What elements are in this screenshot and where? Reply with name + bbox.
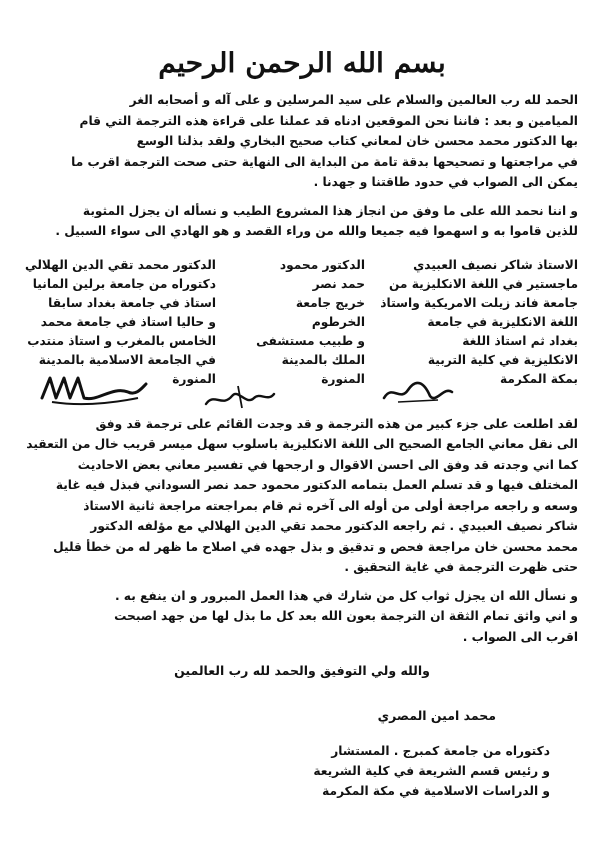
text-line: و اني واثق تمام الثقة ان الترجمة بعون الله بعد كل ما بذل لها من جهد اصبحت [114, 609, 578, 623]
text-line: الميامين و بعد : فاننا نحن الموقعين ادناه قد عملنا على قراءة هذه الترجمة التي قام [79, 113, 578, 128]
signatory-line: المنورة [172, 371, 216, 386]
prayer-paragraph [26, 586, 578, 648]
signatory-column [380, 256, 578, 396]
signature-nasr [198, 382, 278, 412]
text-line: في مراجعتها و تصحيحها بدقة تامة من البداية الى النهاية حتى صحت الترجمة اقرب ما [71, 154, 578, 169]
signatory-column [247, 256, 365, 396]
text-line: وسعه و راجعه مراجعة أولى من أوله الى آخره ثم قام بمراجعته مراجعة ثانية الاستاذ [83, 498, 578, 513]
credential-line: دكتوراه من جامعة كمبرج . المستشار [331, 744, 550, 758]
text-line: و نسأل الله ان يجزل ثواب كل من شارك في هذا العمل المبرور و ان ينفع به . [114, 588, 578, 603]
signatory-line: و حاليا استاذ في جامعة محمد [40, 314, 216, 329]
signatory-line: بمكة المكرمة [500, 371, 578, 386]
signatory-line: دكتوراه من جامعة برلين المانيا [32, 276, 216, 291]
signatory-line: الاستاذ شاكر نصيف العبيدي [413, 257, 578, 272]
signatory-line: حمد نصر [312, 276, 365, 291]
review-paragraph [26, 414, 578, 578]
text-line: شاكر نصيف العبيدي . ثم راجعه الدكتور محمد تقي الدين الهلالي مع مؤلفه الدكتور [90, 519, 578, 533]
signatory-line: المنورة [321, 371, 365, 386]
signatory-line: الدكتور محمود [279, 257, 365, 272]
closing-line: والله ولي التوفيق والحمد لله رب العالمين [174, 663, 430, 678]
text-line: للذين قاموا به و اسهموا فيه جميعا والله من وراء القصد و هو الهادي الى سواء السبيل . [55, 224, 578, 238]
signature-ubaidi [378, 378, 458, 408]
signatory-line: الانكليزية في كلية التربية [427, 352, 578, 367]
text-line: المختلف فيها و قد تسلم العمل بتمامه الدكتور محمود حمد نصر السوداني فبذل فيه غاية [55, 478, 578, 492]
signatory-line: ماجستير في اللغة الانكليزية من [388, 276, 578, 291]
text-line: و اننا نحمد الله على ما وفق من انجاز هذا المشروع الطيب و نسأله ان يجزل المثوبة [82, 203, 578, 218]
signature-hilali [38, 372, 148, 408]
text-line: الحمد لله رب العالمين والسلام على سيد المرسلين و على آله و أصحابه الغر [129, 93, 578, 107]
signatory-line: جامعة فاند زيلت الامريكية واستاذ [380, 295, 578, 310]
text-line: اقرب الى الصواب . [462, 629, 578, 644]
intro-paragraph [26, 90, 578, 193]
basmala-heading: بسم الله الرحمن الرحيم [158, 48, 446, 79]
signatory-line: استاذ في جامعة بغداد سابقا [48, 295, 216, 310]
signatory-line: الخرطوم [311, 314, 365, 329]
signatory-line: بغداد ثم استاذ اللغة [462, 333, 578, 348]
author-credentials [290, 741, 550, 801]
text-line: بها الدكتور محمد محسن خان لمعاني كتاب صحيح البخاري ولقد بذلنا الوسع [136, 134, 578, 148]
signatory-line: و طبيب مستشفى [256, 333, 365, 348]
thanks-paragraph [26, 201, 578, 242]
signatory-line: الملك بالمدينة [281, 352, 365, 367]
text-line: يمكن الى الصواب في حدود طاقتنا و جهدنا . [313, 175, 578, 189]
signatures-row [26, 378, 578, 412]
text-line: كما اني وجدته قد وفق الى احسن الاقوال و ارجحها في تفسير معاني بعض الاحاديث [77, 457, 578, 472]
credential-line: و رئيس قسم الشريعة في كلية الشريعة [313, 764, 550, 778]
signatory-line: اللغة الانكليزية في جامعة [427, 314, 578, 329]
text-line: لقد اطلعت على جزء كبير من هذه الترجمة و قد وجدت القائم على ترجمة قد وفق [95, 416, 578, 431]
signatory-line: الدكتور محمد تقي الدين الهلالي [24, 257, 216, 272]
text-line: محمد محسن خان مراجعة فحص و تدقيق و بذل جهده في اصلاح ما ظهر له من خطأ قليل [53, 539, 578, 554]
signatory-line: الخامس بالمغرب و استاذ منتدب [27, 333, 216, 348]
signatory-line: في الجامعة الاسلامية بالمدينة [38, 352, 216, 367]
text-line: حتى ظهرت الترجمة في غاية التحقيق . [344, 560, 578, 574]
signatory-line: خريج جامعة [295, 295, 365, 310]
text-line: الى نقل معاني الجامع الصحيح الى اللغة الانكليزية باسلوب سهل ميسر قريب خال من التعقيد [26, 437, 578, 451]
credential-line: و الدراسات الاسلامية في مكة المكرمة [322, 784, 550, 798]
author-name: محمد امين المصري [377, 708, 496, 723]
